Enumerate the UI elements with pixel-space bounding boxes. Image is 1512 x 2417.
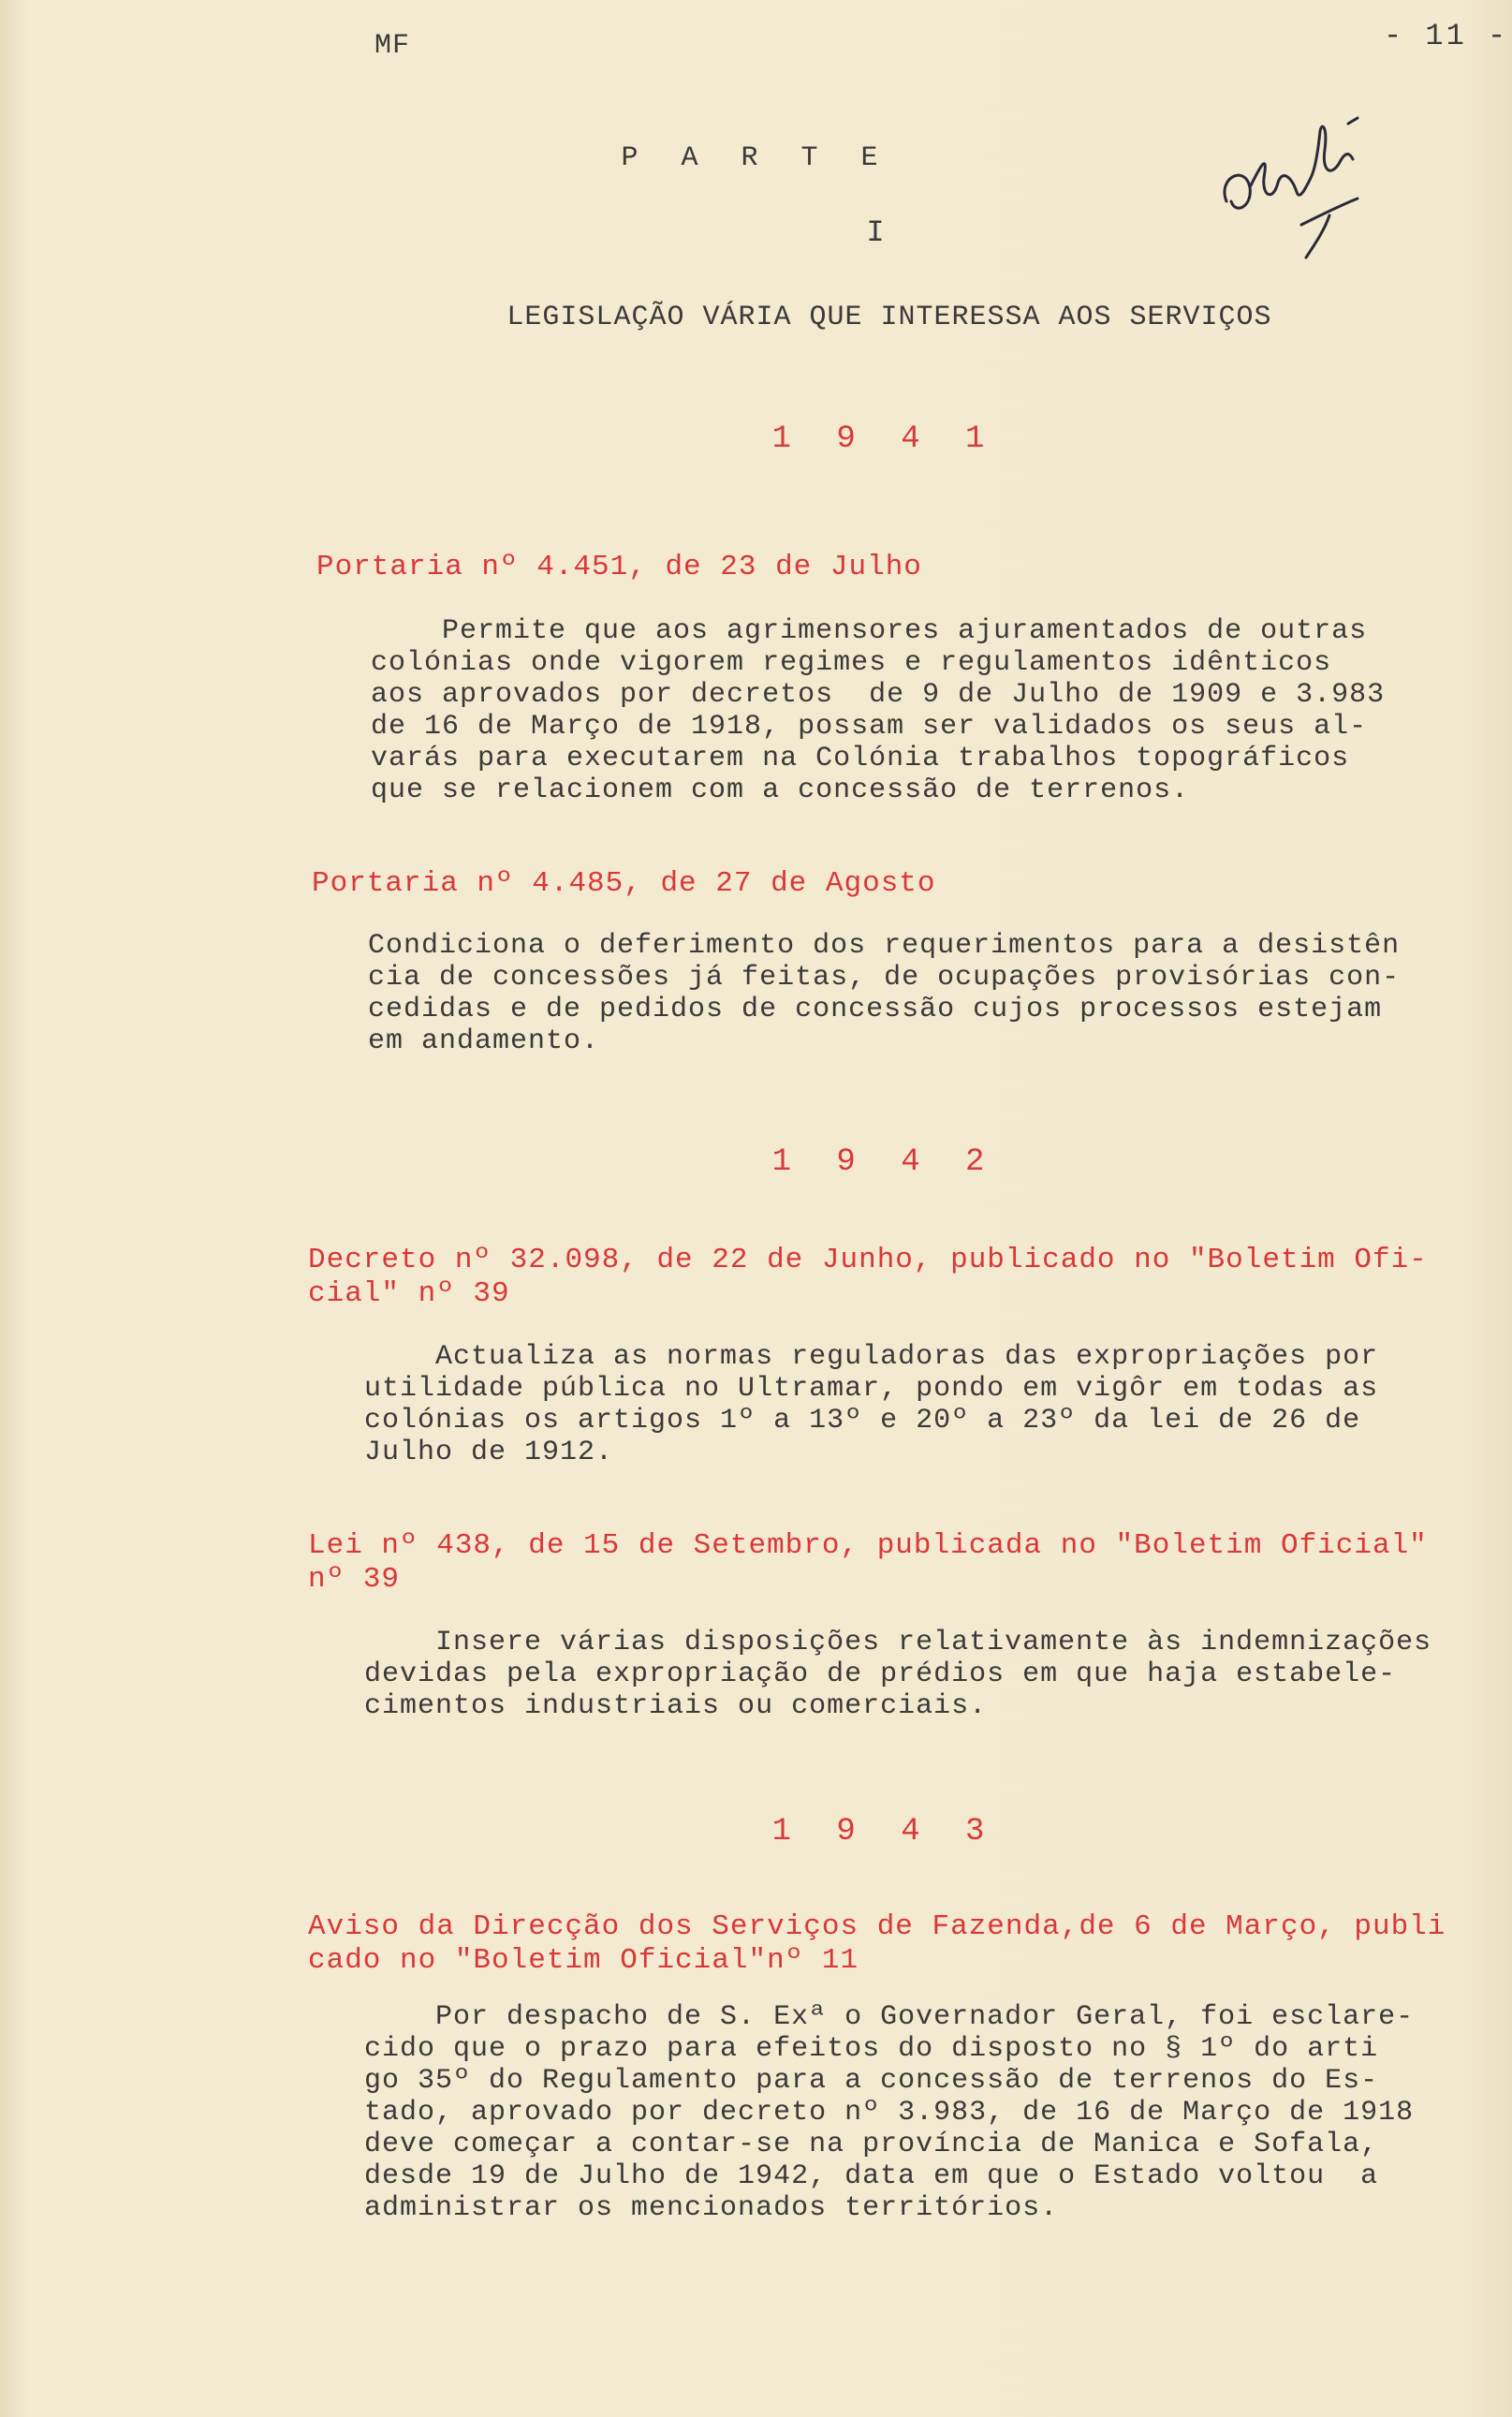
entry-body: Insere várias disposições relativamente às indemnizações devidas pela expropriação de prédios em que haja estabele- cimentos industriais ou comerciais.: [364, 1627, 1432, 1722]
entry-heading: Lei nº 438, de 15 de Setembro, publicada no "Boletim Oficial" nº 39: [308, 1529, 1428, 1596]
handwritten-signature: [1217, 112, 1376, 262]
entry-heading: Aviso da Direcção dos Serviços de Fazenda,de 6 de Março, publi cado no "Boletim Oficial"nº 11: [308, 1910, 1446, 1977]
section-year-1942: 1 9 4 2: [771, 1144, 998, 1180]
section-year-1941: 1 9 4 1: [771, 421, 998, 457]
part-title: LEGISLAÇÃO VÁRIA QUE INTERESSA AOS SERVIÇOS: [506, 302, 1272, 333]
page-number: - 11 -: [1384, 19, 1509, 53]
part-number: I: [866, 215, 885, 250]
part-label: P A R T E: [621, 142, 891, 174]
entry-body: Actualiza as normas reguladoras das expropriações por utilidade pública no Ultramar, pondo em vigôr em todas as colónias os artigos 1º a 13º e 20º a 23º da lei de 26 de Julho de 1912.: [364, 1341, 1379, 1468]
entry-heading: Portaria nº 4.485, de 27 de Agosto: [312, 867, 936, 900]
entry-body: Condiciona o deferimento dos requerimentos para a desistên cia de concessões já feitas, de ocupações provisórias con- cedidas e de pedidos de concessão cujos processos estejam em andamento.: [368, 930, 1401, 1057]
author-initials: MF: [374, 30, 411, 62]
section-year-1943: 1 9 4 3: [771, 1814, 998, 1850]
entry-body: Por despacho de S. Exª o Governador Geral, foi esclare- cido que o prazo para efeitos do disposto no § 1º do arti go 35º do Regulamento para a concessão de terrenos do Es- tado, aprovado por decreto nº 3.983, de 16 de Março de 1918 deve começar a contar-se na província de Manica e Sofala, desde 19 de Julho de 1942, data em que o Estado voltou a administrar os mencionados territórios.: [364, 2001, 1415, 2224]
entry-heading: Portaria nº 4.451, de 23 de Julho: [316, 551, 922, 583]
entry-body: Permite que aos agrimensores ajuramentados de outras colónias onde vigorem regimes e regulamentos idênticos aos aprovados por decretos de 9 de Julho de 1909 e 3.983 de 16 de Março de 1918, possam ser validados os seus al- varás para executarem na Colónia trabalhos topográficos que se relacionem com a concessão de terrenos.: [371, 615, 1386, 806]
entry-heading: Decreto nº 32.098, de 22 de Junho, publicado no "Boletim Ofi- cial" nº 39: [308, 1244, 1428, 1310]
